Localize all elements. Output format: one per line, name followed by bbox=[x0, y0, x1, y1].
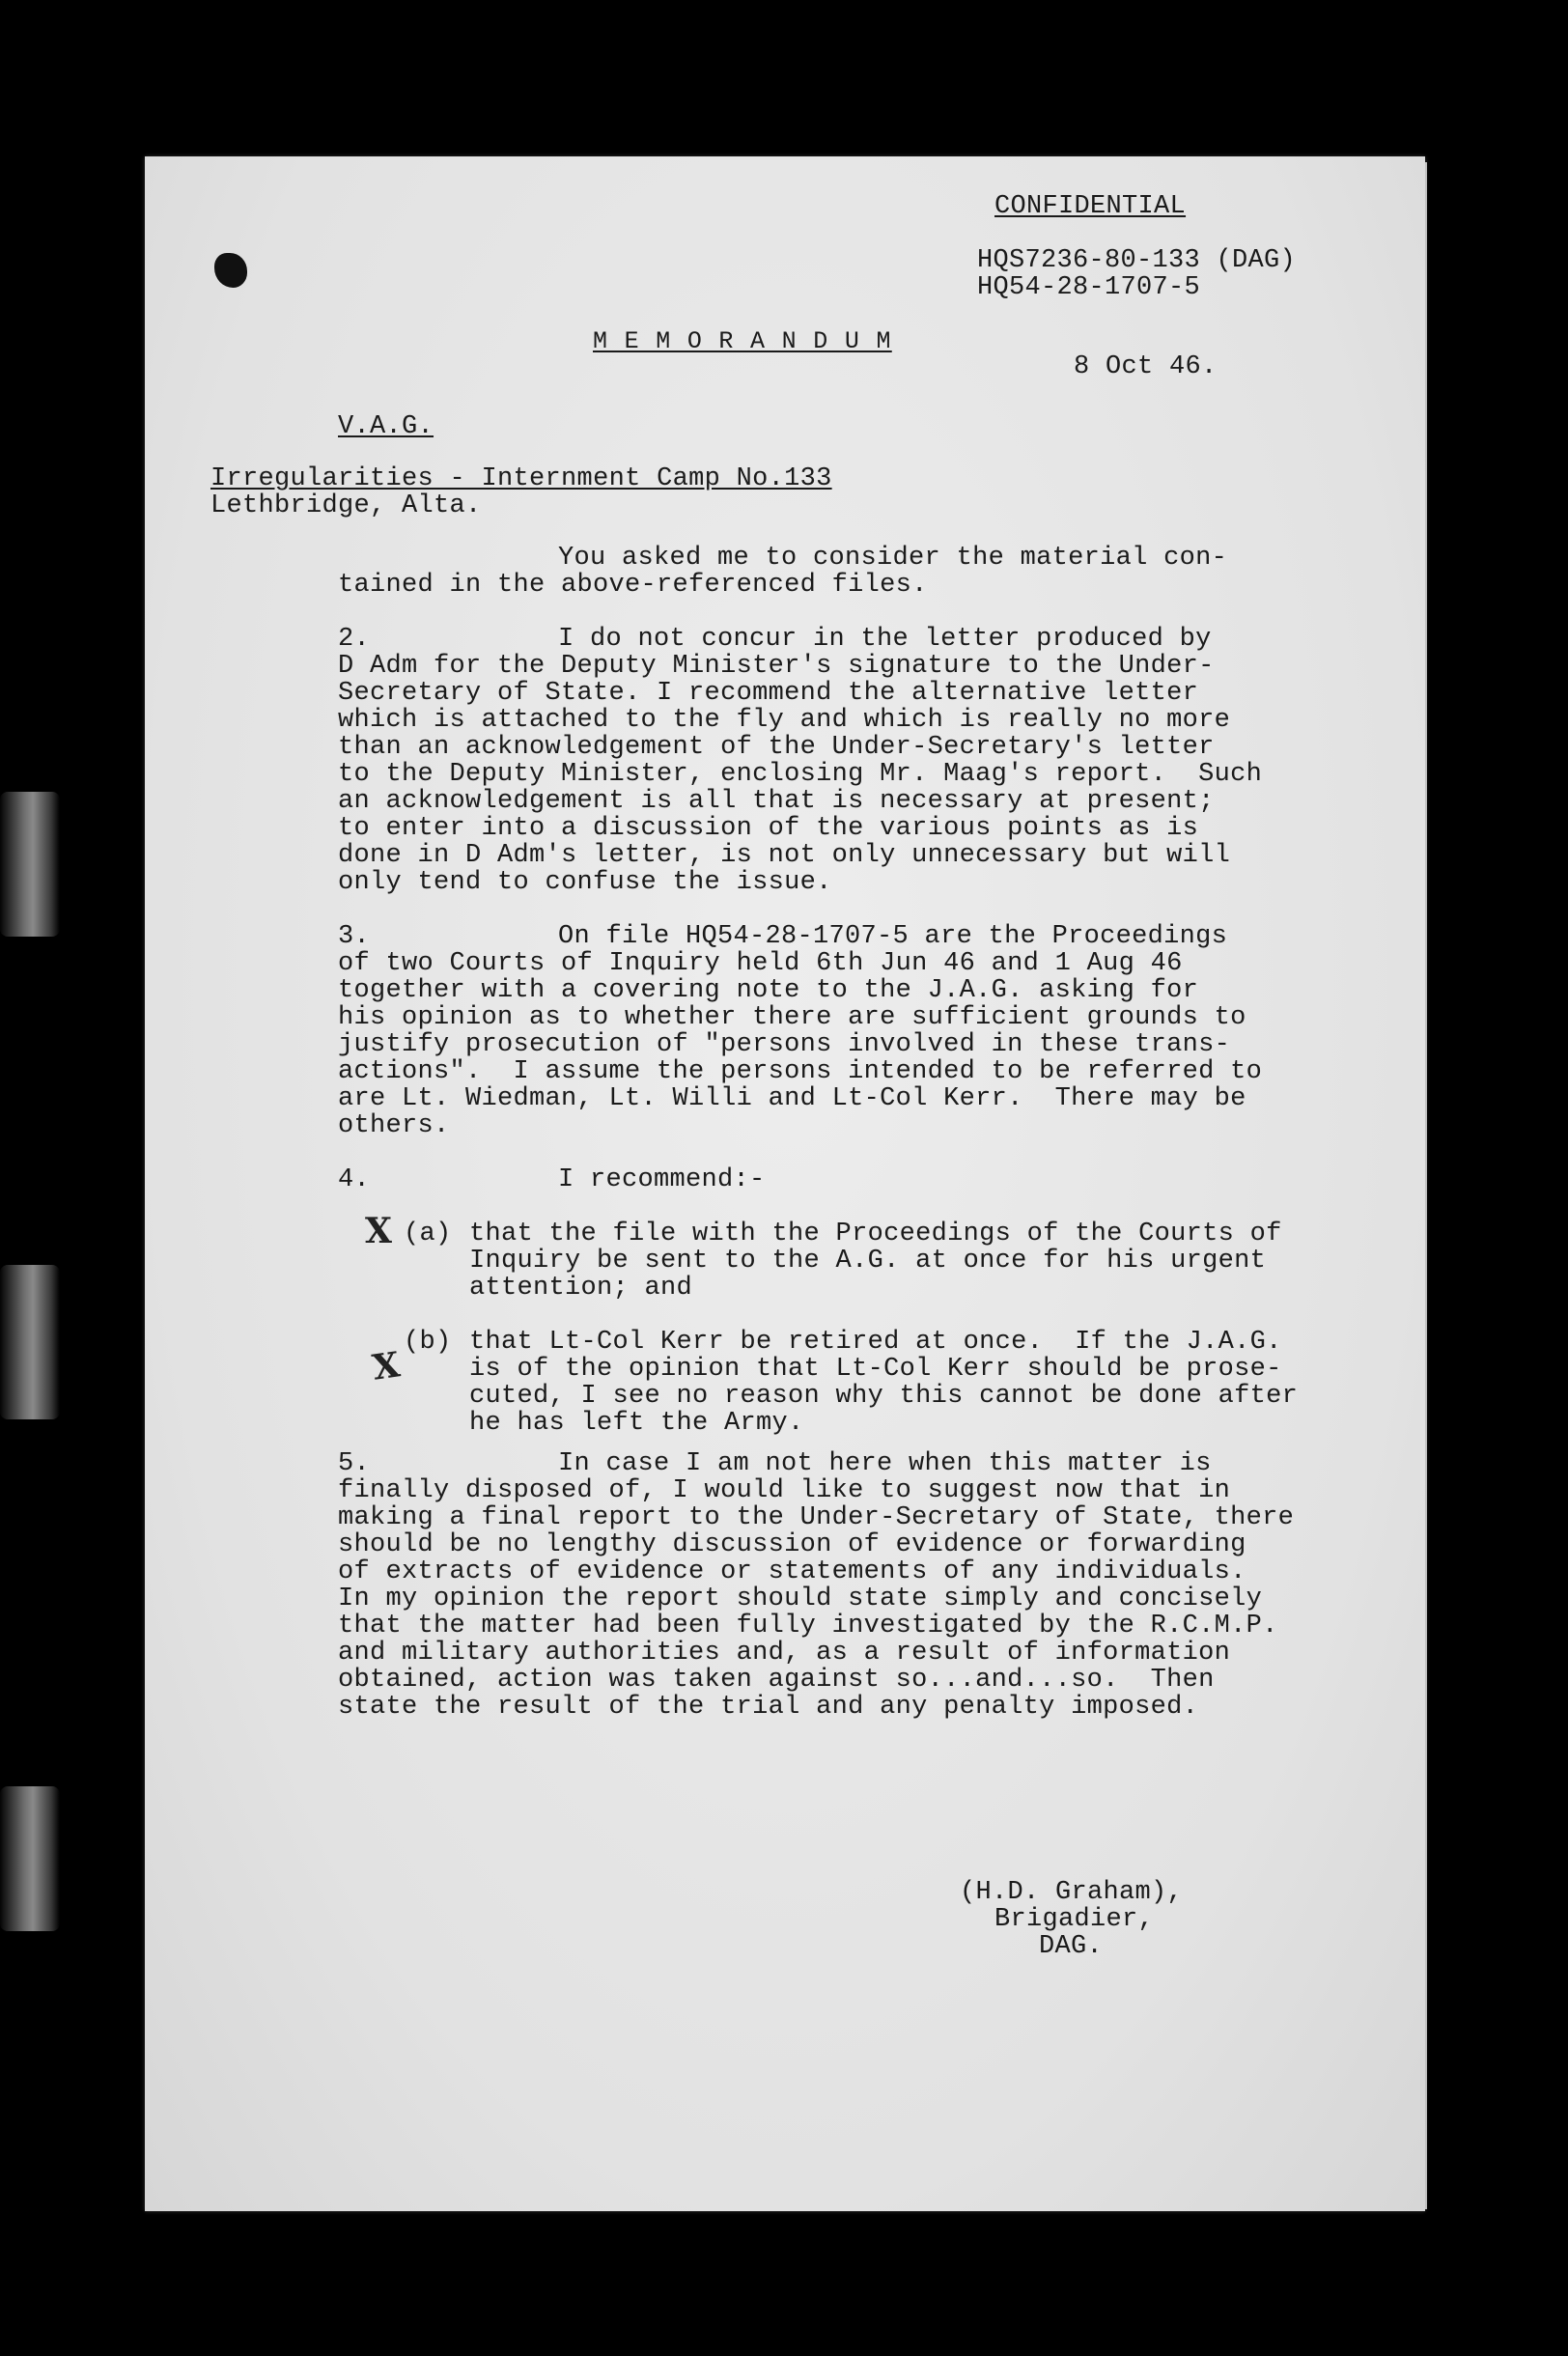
paragraph-line: to the Deputy Minister, enclosing Mr. Maag's report. Such bbox=[338, 760, 1263, 789]
memo-title: M E M O R A N D U M bbox=[593, 327, 892, 355]
handwritten-x-mark: X bbox=[365, 1211, 392, 1251]
paragraph-line: together with a covering note to the J.A.G. asking for bbox=[338, 976, 1199, 1005]
paragraph-line: finally disposed of, I would like to suggest now that in bbox=[338, 1476, 1231, 1505]
paragraph-line: actions". I assume the persons intended to be referred to bbox=[338, 1057, 1263, 1086]
paragraph-line: done in D Adm's letter, is not only unnecessary but will bbox=[338, 841, 1231, 870]
list-item-line: that Lt-Col Kerr be retired at once. If the J.A.G. bbox=[469, 1328, 1282, 1357]
paragraph-line: obtained, action was taken against so...and...so. Then bbox=[338, 1666, 1215, 1695]
classification: CONFIDENTIAL bbox=[994, 192, 1187, 221]
paragraph-line: others. bbox=[338, 1111, 450, 1140]
paragraph-number: 2. bbox=[338, 625, 371, 654]
addressee: V.A.G. bbox=[338, 412, 434, 441]
paragraph-line: which is attached to the fly and which is really no more bbox=[338, 706, 1231, 735]
list-item-line: Inquiry be sent to the A.G. at once for his urgent bbox=[469, 1247, 1267, 1276]
film-sprocket bbox=[0, 792, 60, 937]
paragraph-line: that the matter had been fully investigated by the R.C.M.P. bbox=[338, 1612, 1278, 1641]
file-reference: HQS7236-80-133 (DAG) bbox=[977, 246, 1297, 275]
memo-date: 8 Oct 46. bbox=[1074, 352, 1218, 381]
paragraph-line: to enter into a discussion of the various points as is bbox=[338, 814, 1199, 843]
list-label: (b) bbox=[404, 1328, 452, 1357]
paragraph-line: You asked me to consider the material con- bbox=[558, 544, 1228, 573]
signature-appointment: DAG. bbox=[1039, 1932, 1104, 1961]
paragraph-line: than an acknowledgement of the Under-Secretary's letter bbox=[338, 733, 1215, 762]
signature-name: (H.D. Graham), bbox=[960, 1878, 1184, 1907]
handwritten-x-mark: X bbox=[370, 1344, 403, 1388]
paragraph-line: of two Courts of Inquiry held 6th Jun 46 and 1 Aug 46 bbox=[338, 949, 1183, 978]
paragraph-line: his opinion as to whether there are sufficient grounds to bbox=[338, 1003, 1246, 1032]
list-item-line: is of the opinion that Lt-Col Kerr should be prose- bbox=[469, 1355, 1282, 1384]
paragraph-line: an acknowledgement is all that is necessary at present; bbox=[338, 787, 1215, 816]
list-label: (a) bbox=[404, 1220, 452, 1248]
paragraph-line: Secretary of State. I recommend the alternative letter bbox=[338, 679, 1199, 708]
list-item-line: that the file with the Proceedings of the Courts of bbox=[469, 1220, 1282, 1248]
film-sprocket bbox=[0, 1265, 60, 1419]
paragraph-line: are Lt. Wiedman, Lt. Willi and Lt-Col Kerr. There may be bbox=[338, 1084, 1246, 1113]
paragraph-number: 3. bbox=[338, 922, 371, 951]
paragraph-line: tained in the above-referenced files. bbox=[338, 571, 928, 600]
subject-line: Lethbridge, Alta. bbox=[210, 491, 482, 520]
paragraph-line: I do not concur in the letter produced by bbox=[558, 625, 1212, 654]
paragraph-line: In my opinion the report should state simply and concisely bbox=[338, 1585, 1263, 1613]
list-item-line: attention; and bbox=[469, 1274, 693, 1303]
paragraph-line: only tend to confuse the issue. bbox=[338, 868, 832, 897]
paragraph-line: making a final report to the Under-Secretary of State, there bbox=[338, 1503, 1295, 1532]
paragraph-line: justify prosecution of "persons involved in these trans- bbox=[338, 1030, 1231, 1059]
paragraph-line: In case I am not here when this matter is bbox=[558, 1449, 1212, 1478]
file-reference: HQ54-28-1707-5 bbox=[977, 273, 1201, 302]
paragraph-line: On file HQ54-28-1707-5 are the Proceedings bbox=[558, 922, 1228, 951]
paragraph-line: state the result of the trial and any penalty imposed. bbox=[338, 1693, 1199, 1722]
paragraph-line: D Adm for the Deputy Minister's signature to the Under- bbox=[338, 652, 1215, 681]
film-sprocket bbox=[0, 1786, 60, 1931]
paragraph-number: 5. bbox=[338, 1449, 371, 1478]
list-item-line: cuted, I see no reason why this cannot be done after bbox=[469, 1382, 1299, 1411]
signature-rank: Brigadier, bbox=[994, 1905, 1155, 1934]
paragraph-line: I recommend:- bbox=[558, 1165, 766, 1194]
paragraph-line: and military authorities and, as a result of information bbox=[338, 1639, 1231, 1668]
paragraph-line: of extracts of evidence or statements of any individuals. bbox=[338, 1557, 1246, 1586]
list-item-line: he has left the Army. bbox=[469, 1409, 804, 1438]
subject-line: Irregularities - Internment Camp No.133 bbox=[210, 464, 832, 493]
paragraph-line: should be no lengthy discussion of evidence or forwarding bbox=[338, 1530, 1246, 1559]
paragraph-number: 4. bbox=[338, 1165, 371, 1194]
